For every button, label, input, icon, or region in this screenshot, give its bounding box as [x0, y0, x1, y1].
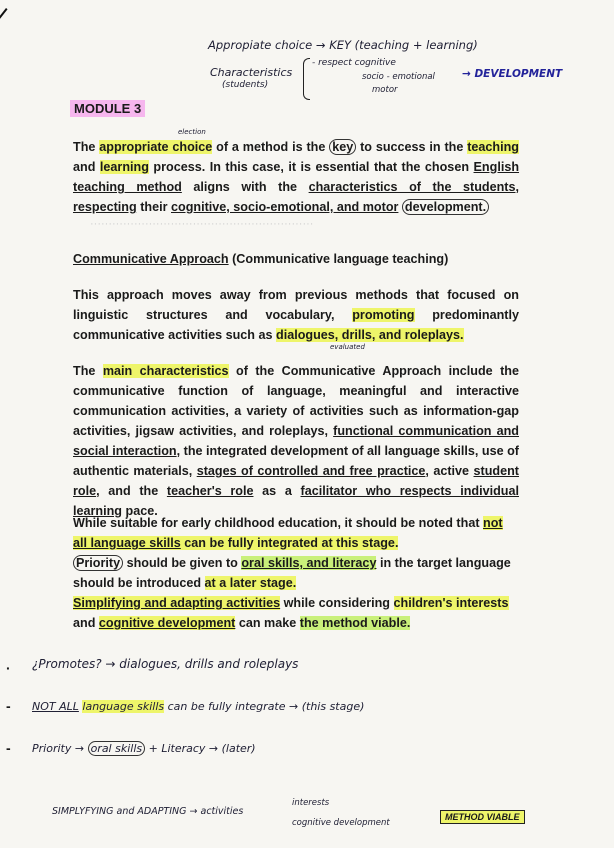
- note-priority: Priority → oral skills + Literacy → (later): [32, 742, 256, 755]
- paragraph-intro: The appropriate choice of a method is the key to success in the teaching and learning process. In this case, it is essential that the chosen English teaching method aligns with the characteristics of the students, respecting their cognitive, socio-emotional, and motor development.: [73, 140, 520, 214]
- note-socio-emotional: socio - emotional: [362, 72, 435, 82]
- note-cognitive: - respect cognitive: [312, 58, 396, 68]
- paragraph-approach: This approach moves away from previous methods that focused on linguistic structures and vocabulary, promoting predominantly communicative activities such as dialogues, drills, and roleplays.: [73, 288, 519, 342]
- note-bracket: [303, 58, 310, 100]
- annot-election: election: [178, 128, 206, 136]
- section-heading: Communicative Approach (Communicative language teaching): [73, 252, 449, 266]
- note-method-viable: METHOD VIABLE: [440, 810, 525, 824]
- note-simplifying: SIMPLYFYING and ADAPTING → activities: [52, 806, 244, 817]
- note-promotes: ¿Promotes? → dialogues, drills and roleplays: [32, 657, 299, 671]
- note-characteristics: Characteristics: [210, 66, 293, 79]
- bullet: -: [6, 740, 11, 756]
- note-motor: motor: [372, 85, 398, 95]
- module-title: MODULE 3: [70, 100, 145, 117]
- note-not-all: NOT ALL language skills can be fully integrate → (this stage): [32, 700, 365, 713]
- note-interests: interests: [292, 798, 330, 808]
- bullet: ·: [6, 660, 11, 676]
- bullet: -: [6, 698, 11, 714]
- annot-evaluated: evaluated: [330, 343, 365, 351]
- pen-stroke: [0, 8, 8, 36]
- paragraph-characteristics: The main characteristics of the Communicative Approach include the communicative function of language, meaningful and interactive communication activities, a variety of activities such as information-gap activities, jigsaw activities, and roleplays, functional communication and social interaction, the integrated development of all language skills, use of authentic materials, stages of controlled and free practice, active student role, and the teacher's role as a facilitator who respects individual learning pace.: [73, 364, 519, 518]
- note-students: (students): [222, 80, 269, 90]
- bleed-through: ·····························································: [90, 218, 314, 230]
- note-cognitive-development: cognitive development: [292, 818, 390, 828]
- paragraph-early-childhood: While suitable for early childhood education, it should be noted that not all language skills can be fully integrated at this stage. Priority should be given to oral skills, and literacy in the target language should be introduced at a later stage. Simplifying and adapting activities while considering children's interests and cognitive development can make the method viable.: [73, 516, 511, 630]
- note-development: → DEVELOPMENT: [462, 68, 563, 80]
- note-appropriate-choice: Appropiate choice → KEY (teaching + learning): [208, 38, 478, 52]
